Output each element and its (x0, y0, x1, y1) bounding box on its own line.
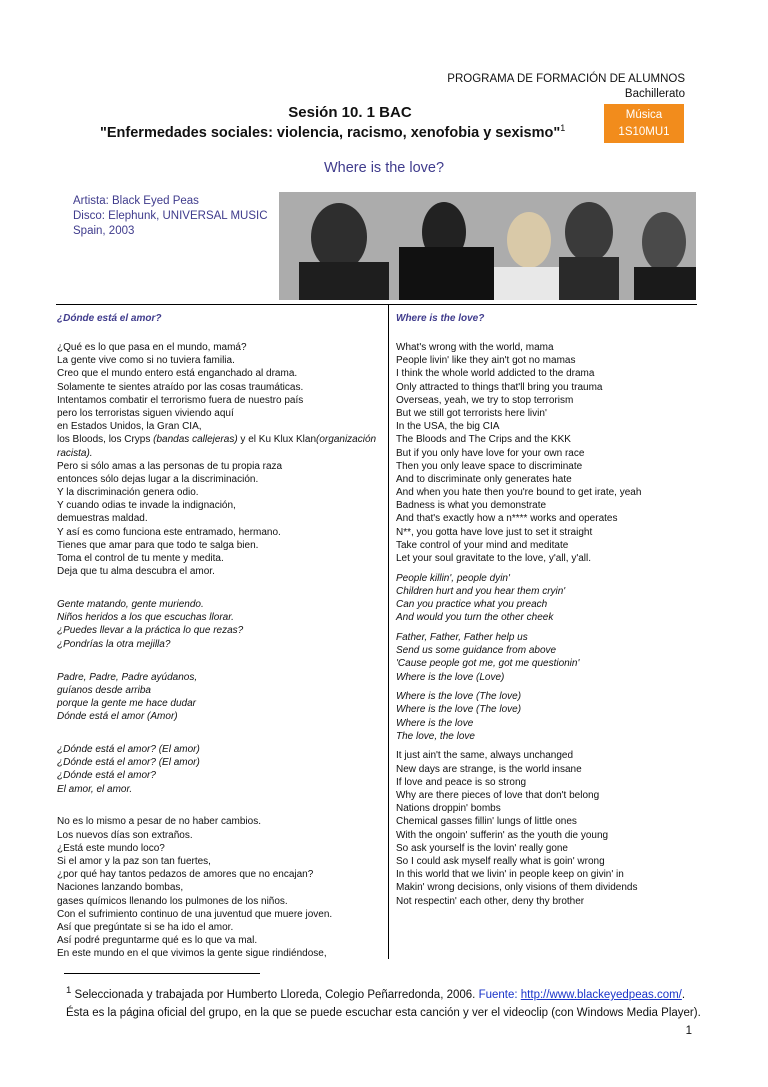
badge-subject: Música (625, 109, 663, 121)
english-lyric-line: And that's exactly how a n**** works and operates (396, 513, 618, 525)
spanish-lyric-line: pero los terroristas siguen viviendo aquí (57, 407, 234, 419)
topic-text: "Enfermedades sociales: violencia, racismo, xenofobia y sexismo" (100, 124, 561, 141)
band-photo-illustration (279, 192, 696, 300)
spanish-lyric-line: en Estados Unidos, la Gran CIA, (57, 421, 202, 433)
english-lyric-line: Nations droppin' bombs (396, 803, 501, 815)
spanish-lyric-line: ¿Dónde está el amor? (El amor) (57, 743, 200, 755)
right-column-header: Where is the love? (396, 313, 485, 324)
spanish-lyric-line: Y así es como funciona este entramado, hermano. (57, 526, 281, 538)
english-lyric-line: Children hurt and you hear them cryin' (396, 585, 566, 597)
level-label: Bachillerato (624, 88, 685, 100)
spanish-lyric-line: Padre, Padre, Padre ayúdanos, (57, 671, 198, 683)
english-lyric-line: So ask yourself is the lovin' really gone (396, 842, 568, 854)
spanish-lyric-line: Creo que el mundo entero está enganchado al drama. (57, 368, 298, 380)
spanish-lyric-line: Y cuando odias te invade la indignación, (57, 500, 236, 512)
english-lyric-line: 'Cause people got me, got me questionin' (396, 658, 580, 670)
english-lyric-line: Where is the love (The love) (396, 691, 522, 703)
spanish-lyric-line: Dónde está el amor (Amor) (57, 711, 178, 723)
spanish-lyric-line (57, 730, 376, 743)
footnote (66, 982, 706, 1022)
spanish-lyric-line: Tienes que amar para que todo te salga bien. (57, 539, 259, 551)
spanish-lyric-line: Solamente te sientes atraído por las cosas traumáticas. (57, 381, 304, 393)
top-rule-left (56, 304, 388, 305)
english-lyric-line: Overseas, yeah, we try to stop terrorism (396, 394, 574, 406)
spanish-lyric-line: demuestras maldad. (57, 513, 148, 525)
english-lyric-line: I think the whole world addicted to the drama (396, 368, 595, 380)
english-lyric-line: Then you only leave space to discriminate (396, 460, 583, 472)
english-lyric-line: So I could ask myself really what is goin' wrong (396, 855, 605, 867)
english-lyric-line: Makin' wrong decisions, only visions of them dividends (396, 882, 638, 894)
spanish-lyric-line: No es lo mismo a pesar de no haber cambios. (57, 816, 261, 828)
english-lyric-line: Chemical gasses fillin' lungs of little ones (396, 816, 577, 828)
spanish-lyric-line: ¿Está este mundo loco? (57, 842, 165, 854)
spanish-lyric-line: Niños heridos a los que escuchas llorar. (57, 612, 234, 624)
footnote-mark: 1 (66, 985, 72, 996)
spanish-lyrics (57, 341, 376, 960)
footnote-rule (64, 973, 260, 974)
english-lyric-line: And would you turn the other cheek (396, 612, 554, 624)
spanish-lyric-line: Pero si sólo amas a las personas de tu propia raza (57, 460, 283, 472)
footnote-source-label: Fuente: (478, 988, 521, 1001)
album-info (73, 194, 268, 239)
spanish-lyric-line: porque la gente me hace dudar (57, 697, 196, 709)
spanish-lyric-line: Con el sufrimiento continuo de una juventud que muere joven. (57, 908, 333, 920)
disc-line: Disco: Elephunk, UNIVERSAL MUSIC (73, 210, 268, 222)
spanish-lyric-line: Toma el control de tu mente y medita. (57, 553, 224, 564)
footnote-text-2: . Ésta es la página oficial del grupo, en la que se puede escuchar esta canción y ver el videoclip (con Windows Media Player). (66, 988, 701, 1019)
artist-line: Artista: Black Eyed Peas (73, 195, 199, 207)
spanish-lyric-line: Así que pregúntate si se ha ido el amor. (57, 921, 234, 933)
english-lyric-line: If love and peace is so strong (396, 776, 527, 788)
topic-title (100, 123, 565, 141)
english-lyric-line: Where is the love (The love) (396, 704, 522, 716)
session-title: Sesión 10. 1 BAC (288, 104, 412, 121)
spanish-lyric-line: ¿Dónde está el amor? (El amor) (57, 757, 200, 769)
english-lyric-line: Let your soul gravitate to the love, y'all, y'all. (396, 553, 592, 564)
english-lyric-line: Can you practice what you preach (396, 599, 548, 611)
spanish-lyric-line: Así podré preguntarme qué es lo que va mal. (57, 935, 258, 947)
english-lyric-line: And when you hate then you're bound to get irate, yeah (396, 487, 642, 499)
source-link[interactable]: http://www.blackeyedpeas.com/ (520, 988, 682, 1001)
english-lyric-line: Why are there pieces of love that don't belong (396, 790, 600, 801)
spanish-lyric-line: La gente vive como si no tuviera familia. (57, 355, 235, 367)
spanish-lyric-line: El amor, el amor. (57, 783, 133, 795)
english-lyric-line: Badness is what you demonstrate (396, 500, 547, 512)
spanish-lyric-line (57, 585, 376, 598)
spanish-lyric-line: gases químicos llenando los pulmones de los niños. (57, 895, 288, 907)
place-line: Spain, 2003 (73, 225, 135, 237)
spanish-lyric-line: entonces sólo dejas lugar a la discriminación. (57, 473, 259, 485)
band-photo (279, 192, 696, 300)
spanish-lyric-line: ¿Dónde está el amor? (57, 770, 156, 782)
english-lyric-line: In the USA, the big CIA (396, 421, 500, 433)
spanish-lyric-line: ¿Puedes llevar a la práctica lo que rezas? (57, 625, 244, 637)
spanish-lyric-line: ¿Pondrías la otra mejilla? (57, 638, 171, 650)
english-lyric-line: N**, you gotta have love just to set it straight (396, 526, 593, 538)
left-column-header: ¿Dónde está el amor? (57, 313, 162, 324)
english-lyric-line: With the ongoin' sufferin' as the youth die young (396, 829, 609, 841)
english-lyric-line: In this world that we livin' in people keep on givin' in (396, 869, 624, 881)
footnote-text: Seleccionada y trabajada por Humberto Lloreda, Colegio Peñarredonda, 2006. (71, 988, 479, 1001)
top-rule-right (389, 304, 697, 305)
page-number: 1 (685, 1025, 692, 1037)
column-divider (388, 304, 389, 959)
english-lyric-line: And to discriminate only generates hate (396, 473, 572, 485)
english-lyric-line: But if you only have love for your own race (396, 447, 585, 459)
spanish-lyric-line (57, 802, 376, 815)
spanish-lyric-line: ¿Qué es lo que pasa en el mundo, mamá? (57, 342, 247, 353)
spanish-lyric-line: ¿por qué hay tantos pedazos de amores que no encajan? (57, 869, 314, 881)
spanish-lyric-line: En este mundo en el que vivimos la gente sigue rindiéndose, (57, 948, 327, 960)
english-lyric-line: The love, the love (396, 730, 475, 742)
spanish-lyric-line (57, 657, 376, 670)
english-lyric-line: People livin' like they ain't got no mamas (396, 355, 576, 367)
english-lyrics (396, 341, 641, 908)
spanish-lyric-line: Si el amor y la paz son tan fuertes, (57, 855, 211, 867)
english-lyric-line: But we still got terrorists here livin' (396, 407, 547, 419)
spanish-lyric-line: Los nuevos días son extraños. (57, 829, 193, 841)
english-lyric-line: Only attracted to things that'll bring you trauma (396, 381, 603, 393)
english-lyric-line: Where is the love (396, 717, 474, 729)
song-title: Where is the love? (323, 160, 445, 176)
program-title: PROGRAMA DE FORMACIÓN DE ALUMNOS (447, 73, 685, 85)
english-lyric-line: Where is the love (Love) (396, 671, 505, 683)
english-lyric-line: People killin', people dyin' (396, 572, 510, 584)
spanish-lyric-line: guíanos desde arriba (57, 684, 151, 696)
english-lyric-line: It just ain't the same, always unchanged (396, 750, 574, 762)
footnote-ref: 1 (560, 123, 566, 133)
english-lyric-line: What's wrong with the world, mama (396, 342, 554, 353)
english-lyric-line: New days are strange, is the world insane (396, 763, 582, 775)
english-lyric-line: The Bloods and The Crips and the KKK (396, 434, 571, 446)
spanish-lyric-line: Gente matando, gente muriendo. (57, 599, 204, 611)
badge-code: 1S10MU1 (618, 126, 670, 138)
spanish-lyric-line: Y la discriminación genera odio. (57, 487, 199, 499)
spanish-lyric-line: los Bloods, los Cryps (bandas callejeras) y el Ku Klux Klan(organización (57, 434, 377, 446)
english-lyric-line: Send us some guidance from above (396, 645, 557, 657)
spanish-lyric-line: Deja que tu alma descubra el amor. (57, 566, 215, 578)
spanish-lyric-line: Naciones lanzando bombas, (57, 882, 184, 894)
english-lyric-line: Father, Father, Father help us (396, 631, 528, 643)
spanish-lyric-line: Intentamos combatir el terrorismo fuera de nuestro país (57, 394, 304, 406)
english-lyric-line: Take control of your mind and meditate (396, 539, 569, 551)
spanish-lyric-line: racista). (57, 447, 93, 459)
english-lyric-line: Not respectin' each other, deny thy brother (396, 895, 585, 907)
